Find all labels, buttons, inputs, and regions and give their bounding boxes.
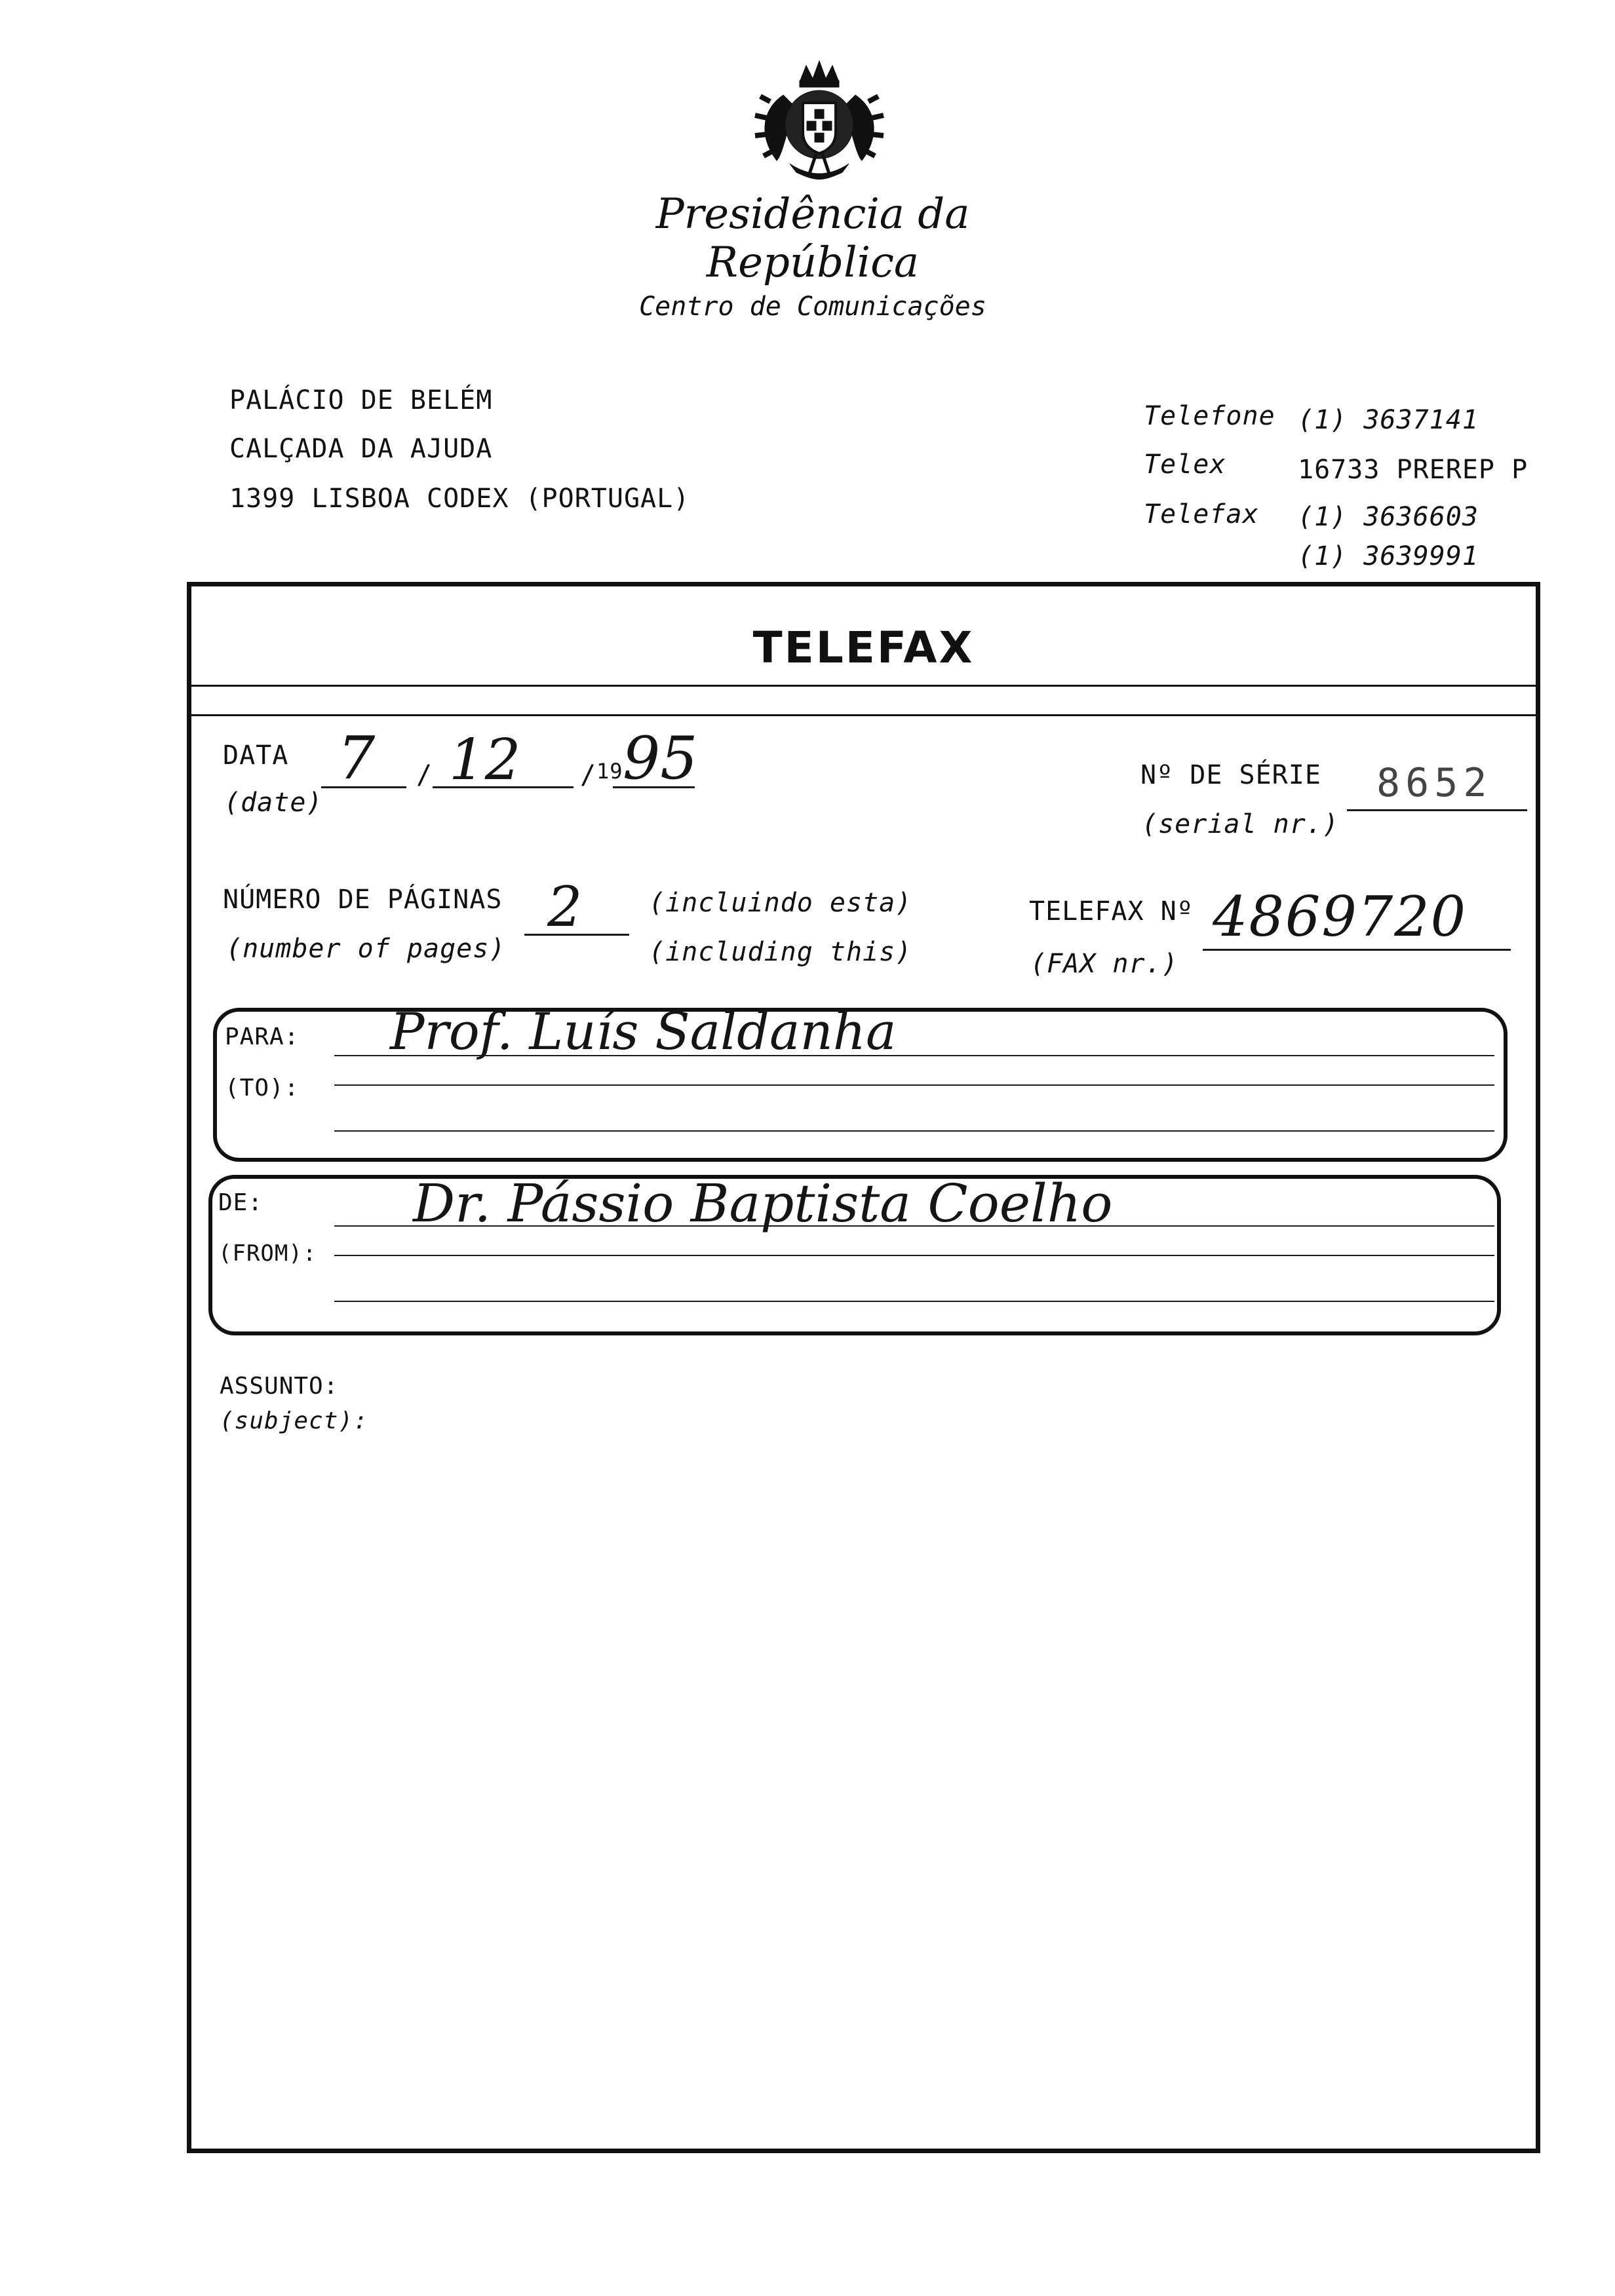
serial-label: Nº DE SÉRIE xyxy=(1140,760,1321,790)
fax-no-label: TELEFAX Nº xyxy=(1029,896,1194,927)
contact-label-telefone: Telefone xyxy=(1144,401,1275,431)
to-label: PARA: xyxy=(225,1024,300,1050)
from-value: Dr. Pássio Baptista Coelho xyxy=(413,1173,1113,1234)
contact-label-telex: Telex xyxy=(1144,450,1226,480)
date-year-prefix: 19 xyxy=(596,759,623,784)
letterhead-subtitle: Centro de Comunicações xyxy=(639,292,986,322)
serial-value: 8652 xyxy=(1376,760,1492,806)
date-month-value: 12 xyxy=(449,727,521,793)
contact-value-telex: 16733 PREREP P xyxy=(1298,455,1528,485)
fax-no-line xyxy=(1203,949,1511,951)
pages-note: (incluindo esta) xyxy=(649,888,912,918)
to-line-3 xyxy=(334,1130,1494,1132)
date-day-value: 7 xyxy=(338,724,376,793)
address-line-2: CALÇADA DA AJUDA xyxy=(229,434,493,464)
from-line-3 xyxy=(334,1301,1494,1302)
fax-no-sublabel: (FAX nr.) xyxy=(1030,949,1178,979)
address-line-1: PALÁCIO DE BELÉM xyxy=(229,385,493,415)
from-sublabel: (FROM): xyxy=(218,1240,317,1267)
date-sep-2: / xyxy=(580,760,597,790)
pages-note-en: (including this) xyxy=(649,937,912,967)
fax-no-value: 4869720 xyxy=(1213,885,1468,949)
serial-sublabel: (serial nr.) xyxy=(1142,809,1339,839)
letterhead-title: Presidência da República xyxy=(655,190,970,287)
pages-value: 2 xyxy=(547,875,583,939)
date-sep-1: / xyxy=(416,760,433,790)
to-line-2 xyxy=(334,1084,1494,1086)
address-line-3: 1399 LISBOA CODEX (PORTUGAL) xyxy=(229,484,690,514)
date-label: DATA xyxy=(223,740,289,771)
form-heading-divider-2 xyxy=(191,714,1536,716)
contact-value-telefax-1: (1) 3636603 xyxy=(1298,502,1479,532)
contact-value-telefax-2: (1) 3639991 xyxy=(1298,541,1479,571)
pages-label: NÚMERO DE PÁGINAS xyxy=(223,885,503,915)
subject-label: ASSUNTO: xyxy=(220,1373,339,1400)
coat-of-arms-emblem xyxy=(744,56,895,180)
to-value: Prof. Luís Saldanha xyxy=(390,1003,897,1062)
date-sublabel: (date) xyxy=(224,788,323,818)
serial-line xyxy=(1347,809,1527,811)
from-line-2 xyxy=(334,1255,1494,1256)
contact-label-telefax: Telefax xyxy=(1144,499,1259,529)
subject-sublabel: (subject): xyxy=(220,1407,368,1434)
to-sublabel: (TO): xyxy=(225,1075,300,1101)
pages-sublabel: (number of pages) xyxy=(226,934,506,964)
form-heading: TELEFAX xyxy=(752,622,975,673)
from-label: DE: xyxy=(218,1189,263,1216)
date-year-value: 95 xyxy=(623,724,698,793)
form-heading-divider xyxy=(191,685,1536,687)
contact-value-telefone: (1) 3637141 xyxy=(1298,405,1479,435)
